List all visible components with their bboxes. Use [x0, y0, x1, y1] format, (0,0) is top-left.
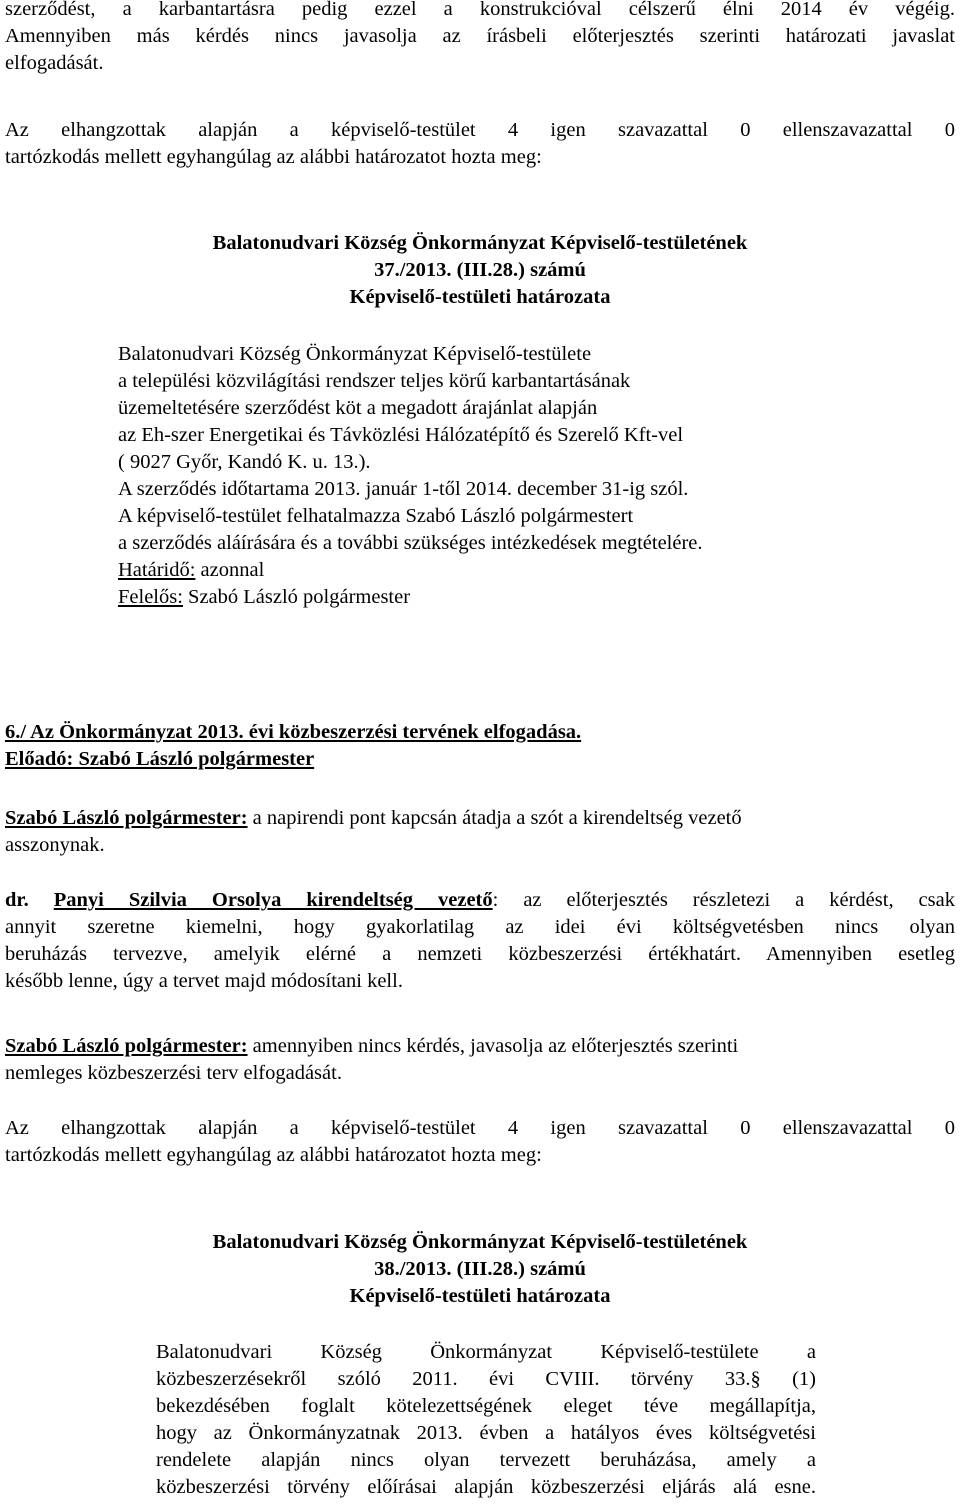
resolution-38-body — [156, 1339, 816, 1501]
resolution-line: a települési közvilágítási rendszer teljes körű karbantartásának — [118, 370, 631, 392]
intro-line: elfogadását. — [5, 52, 104, 74]
responsible-label: Felelős: — [118, 586, 183, 608]
speech-text: nemleges közbeszerzési terv elfogadását. — [5, 1062, 342, 1084]
agenda-item-title: 6./ Az Önkormányzat 2013. évi közbeszerzési tervének elfogadása. — [5, 721, 582, 743]
deadline-value: azonnal — [195, 559, 265, 581]
resolution-line: Balatonudvari Község Önkormányzat Képviselő-testülete a — [156, 1341, 816, 1363]
speech-text: az előterjesztés részletezi a kérdést, csak — [498, 889, 955, 911]
intro-paragraph — [5, 0, 955, 77]
resolution-line: közbeszerzési törvény előírásai alapján közbeszerzési eljárás alá esne. — [156, 1476, 816, 1498]
resolution-body-title: Balatonudvari Község Önkormányzat Képviselő-testületének — [212, 1231, 748, 1253]
resolution-body-title: Balatonudvari Község Önkormányzat Képviselő-testületének — [212, 232, 748, 254]
resolution-type: Képviselő-testületi határozata — [349, 1285, 611, 1307]
speaker-name: Szabó László polgármester: — [5, 807, 248, 829]
intro-line: szerződést, a karbantartásra pedig ezzel a konstrukcióval célszerű élni 2014 év végéig. — [5, 0, 955, 20]
speech-mayor-1 — [5, 805, 955, 859]
speech-text: asszonynak. — [5, 834, 105, 856]
resolution-line: A szerződés időtartama 2013. január 1-től 2014. december 31-ig szól. — [118, 478, 689, 500]
deadline-label: Határidő: — [118, 559, 196, 581]
responsible-line — [118, 584, 960, 611]
resolution-37-body — [118, 341, 960, 611]
vote-paragraph-1 — [5, 117, 955, 171]
agenda-item-6 — [5, 719, 955, 773]
resolution-37-heading — [5, 230, 955, 311]
resolution-number: 37./2013. (III.28.) számú — [374, 259, 586, 281]
resolution-line: ( 9027 Győr, Kandó K. u. 13.). — [118, 451, 371, 473]
resolution-number: 38./2013. (III.28.) számú — [374, 1258, 586, 1280]
intro-line: Amennyiben más kérdés nincs javasolja az írásbeli előterjesztés szerinti határozati javaslat — [5, 25, 955, 47]
resolution-type: Képviselő-testületi határozata — [349, 286, 611, 308]
resolution-line: A képviselő-testület felhatalmazza Szabó László polgármestert — [118, 505, 634, 527]
vote-line: tartózkodás mellett egyhangúlag az alábbi határozatot hozta meg: — [5, 1144, 542, 1166]
resolution-line: közbeszerzésekről szóló 2011. évi CVIII. törvény 33.§ (1) — [156, 1368, 816, 1390]
speaker-name: Szabó László polgármester: — [5, 1035, 248, 1057]
vote-paragraph-2 — [5, 1115, 955, 1169]
speech-text: a napirendi pont kapcsán átadja a szót a kirendeltség vezető — [247, 807, 742, 829]
agenda-item-presenter: Előadó: Szabó László polgármester — [5, 748, 315, 770]
speaker-prefix: dr. — [5, 889, 54, 911]
speech-line: annyit szeretne kiemelni, hogy gyakorlatilag az idei évi költségvetésben nincs olyan — [5, 916, 955, 938]
vote-line: Az elhangzottak alapján a képviselő-testület 4 igen szavazattal 0 ellenszavazattal 0 — [5, 119, 955, 141]
speech-mayor-2 — [5, 1033, 955, 1087]
speech-office-head — [5, 887, 955, 995]
resolution-line: üzemeltetésére szerződést köt a megadott árajánlat alapján — [118, 397, 598, 419]
responsible-value: Szabó László polgármester — [182, 586, 411, 608]
resolution-38-heading — [5, 1229, 955, 1310]
speech-line: később lenne, úgy a tervet majd módosítani kell. — [5, 970, 403, 992]
resolution-line: bekezdésében foglalt kötelezettségének eleget téve megállapítja, — [156, 1395, 816, 1417]
resolution-line: a szerződés aláírására és a további szükséges intézkedések megtételére. — [118, 532, 703, 554]
vote-line: Az elhangzottak alapján a képviselő-testület 4 igen szavazattal 0 ellenszavazattal 0 — [5, 1117, 955, 1139]
speech-text: amennyiben nincs kérdés, javasolja az előterjesztés szerinti — [247, 1035, 739, 1057]
resolution-line: hogy az Önkormányzatnak 2013. évben a hatályos éves költségvetési — [156, 1422, 816, 1444]
resolution-line: rendelete alapján nincs olyan tervezett beruházása, amely a — [156, 1449, 816, 1471]
speech-line: beruházás tervezve, amelyik elérné a nemzeti közbeszerzési értékhatárt. Amennyiben esetleg — [5, 943, 955, 965]
resolution-line: Balatonudvari Község Önkormányzat Képviselő-testülete — [118, 343, 592, 365]
speech-line — [5, 887, 955, 914]
speaker-colon: : — [492, 889, 499, 911]
deadline-line — [118, 557, 960, 584]
speaker-name: Panyi Szilvia Orsolya kirendeltség vezető — [53, 889, 493, 911]
resolution-line: az Eh-szer Energetikai és Távközlési Hálózatépítő és Szerelő Kft-vel — [118, 424, 684, 446]
vote-line: tartózkodás mellett egyhangúlag az alábbi határozatot hozta meg: — [5, 146, 542, 168]
